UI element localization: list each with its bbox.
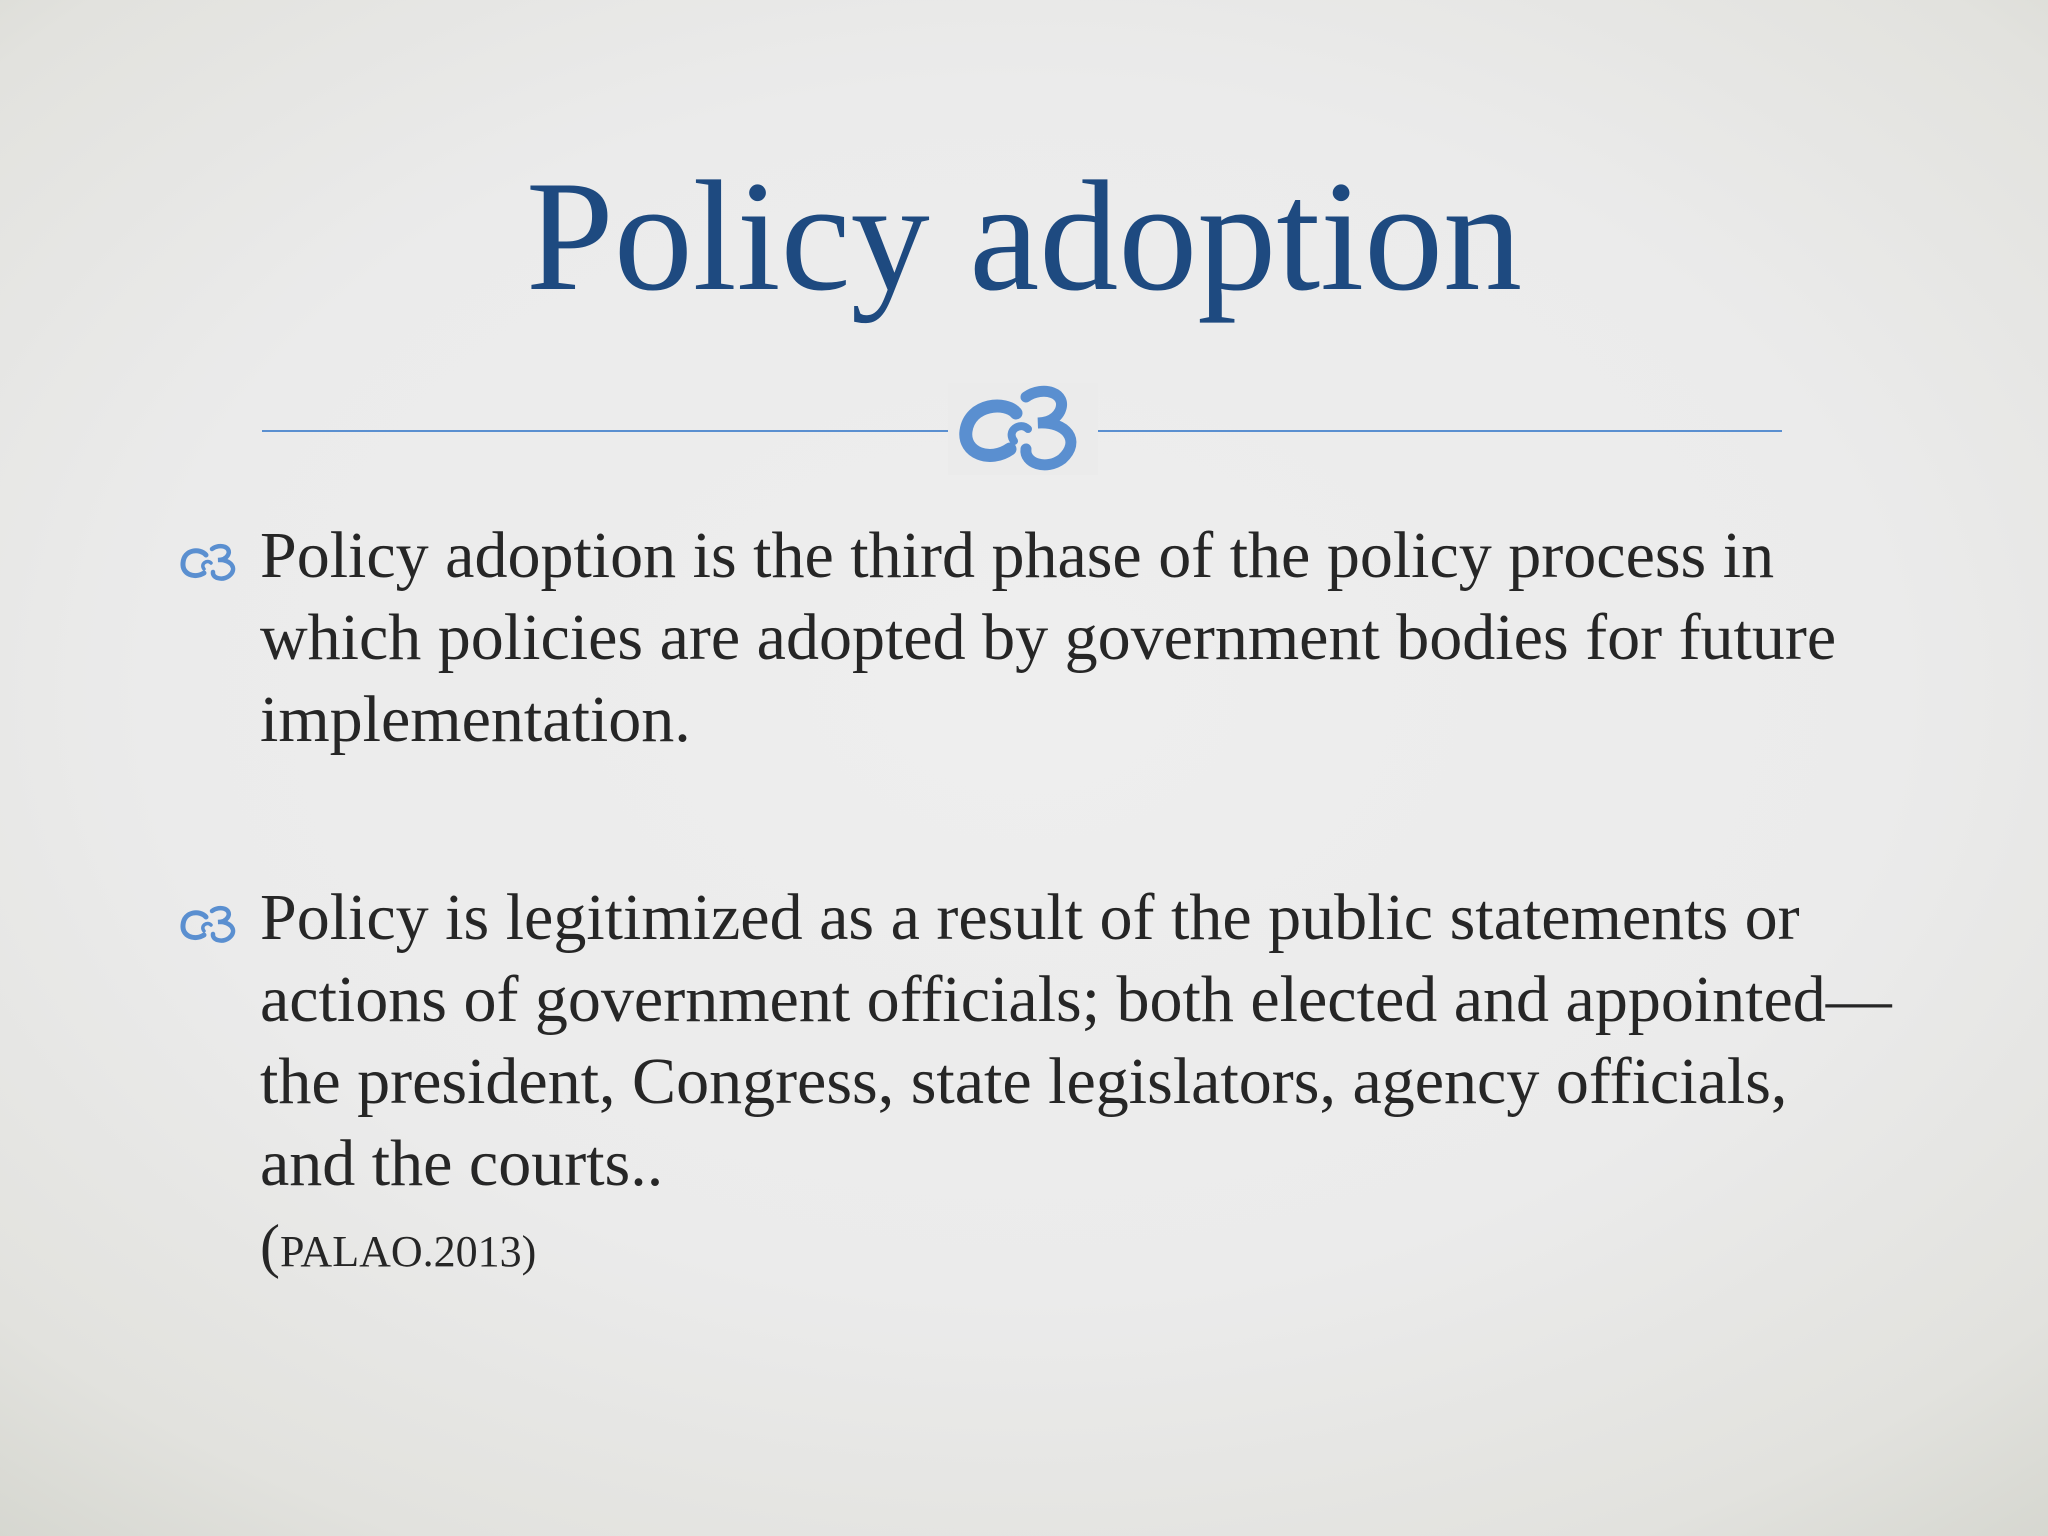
bullet-text: Policy adoption is the third phase of the policy process in which policies are adopted by government bodies for future implementation. bbox=[260, 519, 1837, 756]
citation-open-paren: ( bbox=[260, 1213, 280, 1279]
bullet-list bbox=[178, 515, 1898, 1293]
list-item bbox=[178, 515, 1898, 761]
flourish-bullet-icon bbox=[178, 905, 244, 945]
ornament-flourish-icon bbox=[948, 383, 1098, 475]
citation-text: PALAO.2013) bbox=[279, 1227, 537, 1276]
list-item bbox=[178, 877, 1898, 1293]
flourish-bullet-icon bbox=[178, 543, 244, 583]
bullet-text: Policy is legitimized as a result of the public statements or actions of government officials; both elected and appointed—the president, Congress, state legislators, agency officials, and the courts.. bbox=[260, 881, 1892, 1200]
slide-title: Policy adoption bbox=[525, 149, 1523, 324]
citation bbox=[260, 1205, 1898, 1293]
